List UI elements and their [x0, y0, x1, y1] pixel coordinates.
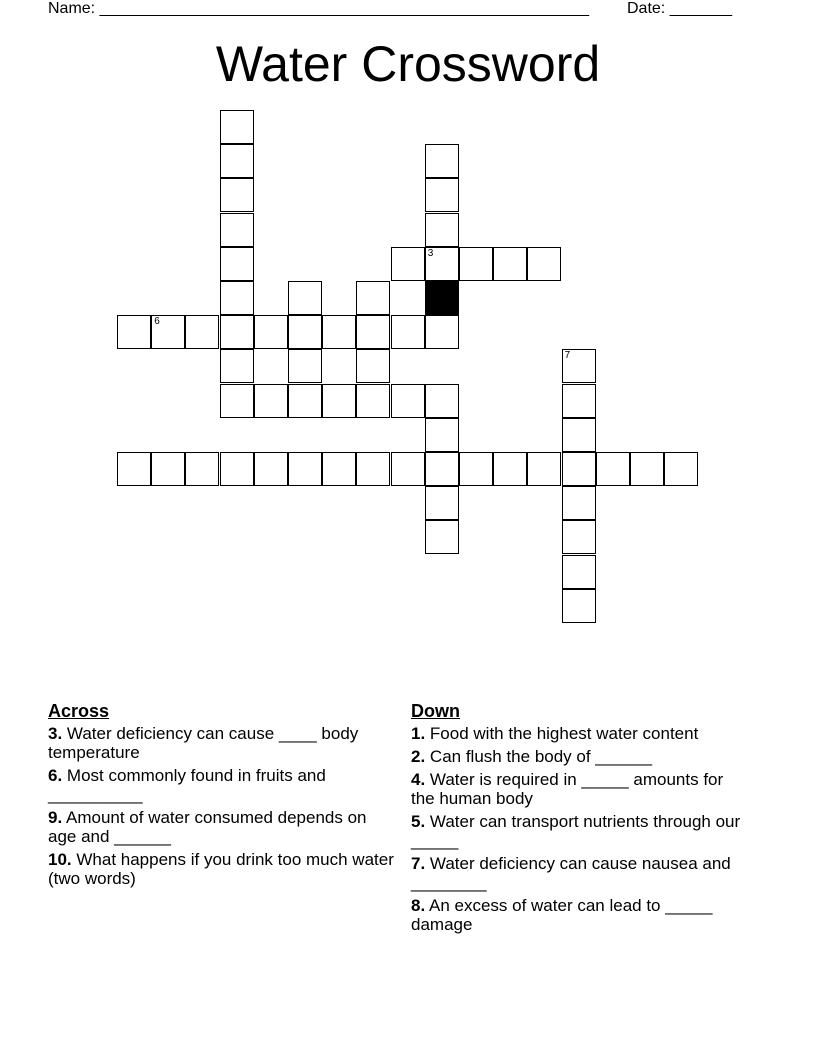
grid-cell[interactable] [391, 452, 425, 486]
grid-cell[interactable] [562, 384, 596, 418]
name-field: Name: _______________________________________________________ [48, 0, 589, 17]
clue-down-4 [411, 770, 751, 808]
clue-number: 3. [48, 724, 63, 743]
clue-text: An excess of water can lead to _____ damage [411, 896, 713, 934]
clue-across-6 [48, 766, 398, 804]
grid-cell[interactable] [220, 178, 254, 212]
grid-cell[interactable] [425, 178, 459, 212]
grid-cell[interactable] [322, 315, 356, 349]
grid-cell[interactable] [493, 247, 527, 281]
grid-cell[interactable] [220, 247, 254, 281]
grid-cell[interactable] [117, 315, 151, 349]
page-title: Water Crossword [215, 36, 601, 92]
grid-cell[interactable] [562, 555, 596, 589]
clue-number: 6. [48, 766, 63, 785]
clue-across-3 [48, 724, 398, 762]
grid-cell[interactable] [117, 452, 151, 486]
clue-number: 8. [411, 896, 426, 915]
grid-cell[interactable] [459, 247, 493, 281]
clue-text: Water deficiency can cause ____ body temperature [48, 724, 359, 762]
grid-cell[interactable] [185, 452, 219, 486]
grid-cell[interactable] [459, 452, 493, 486]
grid-cell[interactable] [562, 349, 596, 383]
grid-cell[interactable] [493, 452, 527, 486]
clue-down-1 [411, 724, 751, 743]
grid-cell[interactable] [630, 452, 664, 486]
clue-text: Amount of water consumed depends on age and ______ [48, 808, 367, 846]
clue-across-10 [48, 850, 398, 888]
grid-cell[interactable] [391, 315, 425, 349]
clue-number-label: 6 [154, 316, 160, 328]
grid-cell[interactable] [356, 349, 390, 383]
clue-number: 5. [411, 812, 426, 831]
grid-cell[interactable] [356, 452, 390, 486]
clue-number: 10. [48, 850, 72, 869]
grid-cell[interactable] [425, 384, 459, 418]
grid-cell[interactable] [220, 213, 254, 247]
grid-cell[interactable] [151, 315, 185, 349]
grid-cell[interactable] [254, 452, 288, 486]
grid-cell[interactable] [322, 384, 356, 418]
clue-text: Can flush the body of ______ [429, 747, 653, 766]
grid-cell[interactable] [391, 384, 425, 418]
grid-cell[interactable] [425, 247, 459, 281]
grid-cell[interactable] [288, 452, 322, 486]
grid-cell[interactable] [562, 486, 596, 520]
grid-cell[interactable] [220, 349, 254, 383]
grid-cell[interactable] [425, 315, 459, 349]
grid-cell[interactable] [425, 213, 459, 247]
grid-cell[interactable] [288, 315, 322, 349]
clue-text: Food with the highest water content [429, 724, 699, 743]
grid-cell[interactable] [220, 281, 254, 315]
grid-cell[interactable] [356, 281, 390, 315]
date-field: Date: _______ [627, 0, 732, 17]
grid-cell[interactable] [185, 315, 219, 349]
grid-cell[interactable] [664, 452, 698, 486]
grid-cell[interactable] [254, 315, 288, 349]
clue-number: 7. [411, 854, 426, 873]
clue-number-label: 3 [427, 247, 434, 259]
grid-cell[interactable] [288, 281, 322, 315]
grid-cell[interactable] [391, 247, 425, 281]
clue-number: 1. [411, 724, 426, 743]
across-clues [48, 700, 398, 892]
grid-cell[interactable] [220, 144, 254, 178]
grid-cell[interactable] [425, 452, 459, 486]
grid-cell[interactable] [562, 418, 596, 452]
grid-cell[interactable] [527, 452, 561, 486]
grid-cell[interactable] [220, 384, 254, 418]
clue-down-8 [411, 896, 751, 934]
grid-cell[interactable] [288, 384, 322, 418]
grid-cell[interactable] [254, 384, 288, 418]
across-heading: Across [48, 701, 110, 721]
down-clues [411, 700, 751, 938]
grid-cell[interactable] [356, 315, 390, 349]
grid-cell[interactable] [356, 384, 390, 418]
grid-cell[interactable] [288, 349, 322, 383]
grid-cell[interactable] [562, 520, 596, 554]
clue-text: Most commonly found in fruits and __________ [48, 766, 326, 804]
clue-down-2 [411, 747, 751, 766]
grid-cell[interactable] [596, 452, 630, 486]
grid-cell[interactable] [151, 452, 185, 486]
clue-text: Water is required in _____ amounts for the human body [411, 770, 724, 808]
down-heading: Down [411, 701, 460, 721]
clue-down-7 [411, 854, 751, 892]
grid-cell[interactable] [425, 520, 459, 554]
grid-cell[interactable] [425, 144, 459, 178]
clue-text: Water can transport nutrients through our _____ [411, 812, 741, 850]
clue-text: What happens if you drink too much water (two words) [48, 850, 394, 888]
grid-cell[interactable] [220, 315, 254, 349]
grid-cell[interactable] [562, 589, 596, 623]
grid-cell[interactable] [425, 418, 459, 452]
clue-down-5 [411, 812, 751, 850]
clue-text: Water deficiency can cause nausea and ________ [411, 854, 731, 892]
grid-cell[interactable] [220, 452, 254, 486]
clue-number: 9. [48, 808, 63, 827]
clue-number: 4. [411, 770, 426, 789]
clue-number: 2. [411, 747, 426, 766]
grid-cell[interactable] [527, 247, 561, 281]
grid-cell[interactable] [322, 452, 356, 486]
clue-number-label: 7 [564, 350, 571, 362]
grid-cell[interactable] [220, 110, 254, 144]
clue-across-9 [48, 808, 398, 846]
grid-cell[interactable] [562, 452, 596, 486]
grid-cell[interactable] [425, 486, 459, 520]
grid-block [425, 281, 459, 315]
